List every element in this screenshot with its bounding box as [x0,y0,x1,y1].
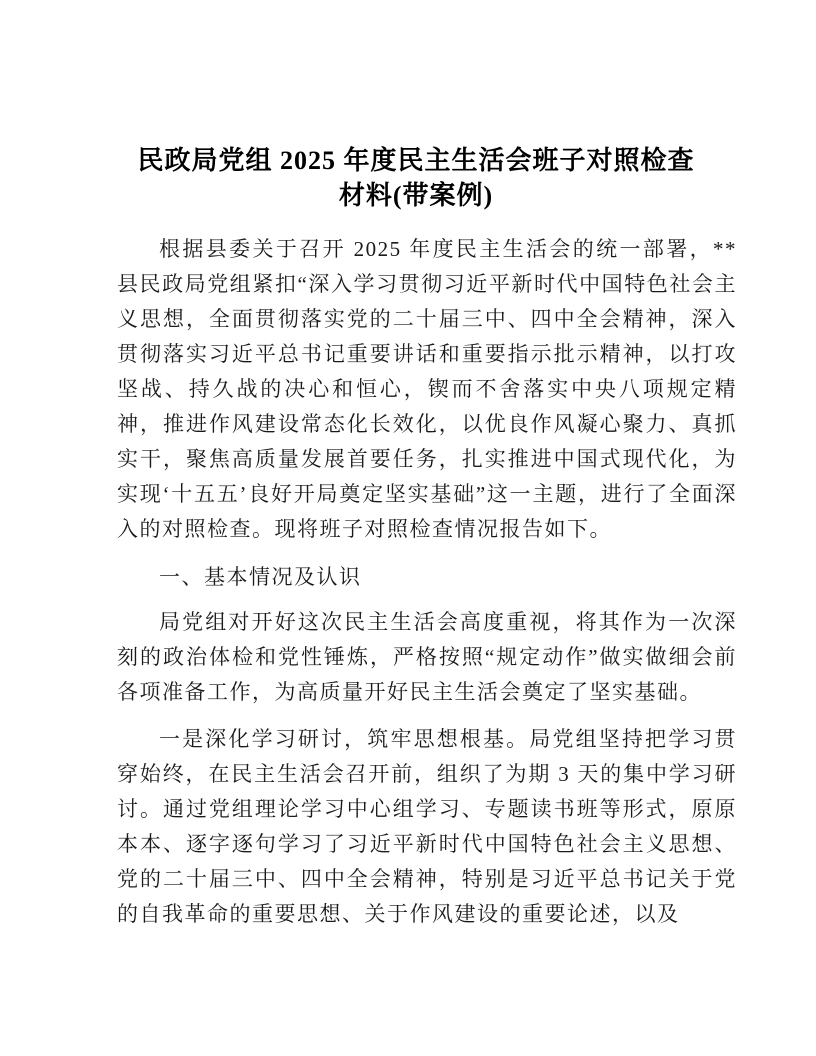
section-heading-basic-situation: 一、基本情况及认识 [159,565,362,589]
paragraph-study-research: 一是深化学习研讨，筑牢思想根基。局党组坚持把学习贯穿始终，在民主生活会召开前，组织了为期 3 天的集中学习研讨。通过党组理论学习中心组学习、专题读书班等形式，原原本本、逐字逐句学习了习近平新时代中国特色社会主义思想、党的二十届三中、四中全会精神，特别是习近平总书记关于党的自我革命的重要思想、关于作风建设的重要论述，以及 [117,727,737,926]
paragraph-intro: 根据县委关于召开 2025 年度民主生活会的统一部署，**县民政局党组紧扣“深入学习贯彻习近平新时代中国特色社会主义思想，全面贯彻落实党的二十届三中、四中全会精神，深入贯彻落实习近平总书记重要讲话和重要指示批示精神，以打攻坚战、持久战的决心和恒心，锲而不舍落实中央八项规定精神，推进作风建设常态化长效化，以优良作风凝心聚力、真抓实干，聚焦高质量发展首要任务，扎实推进中国式现代化，为实现‘十五五’良好开局奠定坚实基础”这一主题，进行了全面深入的对照检查。现将班子对照检查情况报告如下。 [117,237,737,541]
document-title [95,143,737,213]
document-content [117,143,737,944]
document-title-line-2: 材料(带案例) [338,181,494,210]
paragraph-meeting-preparation: 局党组对开好这次民主生活会高度重视，将其作为一次深刻的政治体检和党性锤炼，严格按照“规定动作”做实做细会前各项准备工作，为高质量开好民主生活会奠定了坚实基础。 [117,610,737,704]
document-title-line-1: 民政局党组 2025 年度民主生活会班子对照检查 [137,146,695,175]
